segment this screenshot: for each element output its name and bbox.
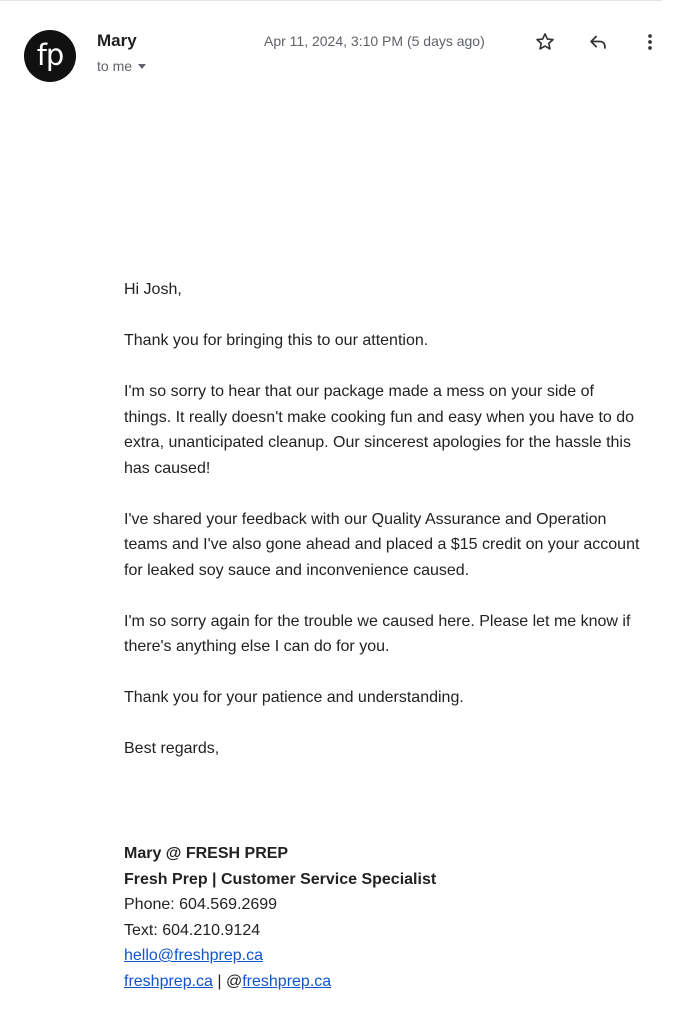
body-paragraph: Thank you for bringing this to our attention. — [124, 332, 429, 349]
signature-website-link[interactable]: freshprep.ca — [124, 972, 213, 990]
closing: Best regards, — [124, 740, 220, 757]
recipient-label: to me — [97, 58, 133, 74]
top-divider — [0, 0, 662, 1]
signature-text-number: Text: 604.210.9124 — [124, 921, 261, 939]
signature-social-link[interactable]: freshprep.ca — [242, 972, 332, 990]
more-vertical-icon — [639, 31, 661, 53]
reply-icon — [587, 31, 609, 53]
chevron-down-icon[interactable] — [138, 64, 146, 69]
greeting: Hi Josh, — [124, 281, 182, 298]
body-paragraph: Thank you for your patience and understanding. — [124, 689, 464, 706]
recipient-dropdown[interactable] — [97, 58, 146, 74]
reply-button[interactable] — [584, 28, 612, 56]
star-icon — [534, 31, 556, 53]
signature-separator: | @ — [212, 972, 243, 990]
signature-name: Mary @ FRESH PREP — [124, 845, 289, 862]
sender-name[interactable]: Mary — [97, 31, 137, 50]
body-paragraph: I've shared your feedback with our Quality Assurance and Operation teams and I've also gone ahead and placed a $15 credit on your account for leaked soy sauce and inconvenience caused. — [124, 510, 640, 579]
email-body — [124, 277, 644, 787]
email-date: Apr 11, 2024, 3:10 PM (5 days ago) — [264, 33, 485, 49]
avatar[interactable]: fp — [24, 30, 76, 82]
body-paragraph: I'm so sorry again for the trouble we caused here. Please let me know if there's anything else I can do for you. — [124, 612, 631, 655]
star-button[interactable] — [531, 28, 559, 56]
more-options-button[interactable] — [636, 28, 664, 56]
body-paragraph: I'm so sorry to hear that our package made a mess on your side of things. It really doesn't make cooking fun and easy when you have to do extra, unanticipated cleanup. Our sincerest apologies for the hassle this has caused! — [124, 383, 635, 477]
email-signature — [124, 841, 436, 994]
signature-email-link[interactable]: hello@freshprep.ca — [124, 947, 263, 964]
signature-phone: Phone: 604.569.2699 — [124, 896, 278, 913]
signature-title: Fresh Prep | Customer Service Specialist — [124, 870, 437, 888]
